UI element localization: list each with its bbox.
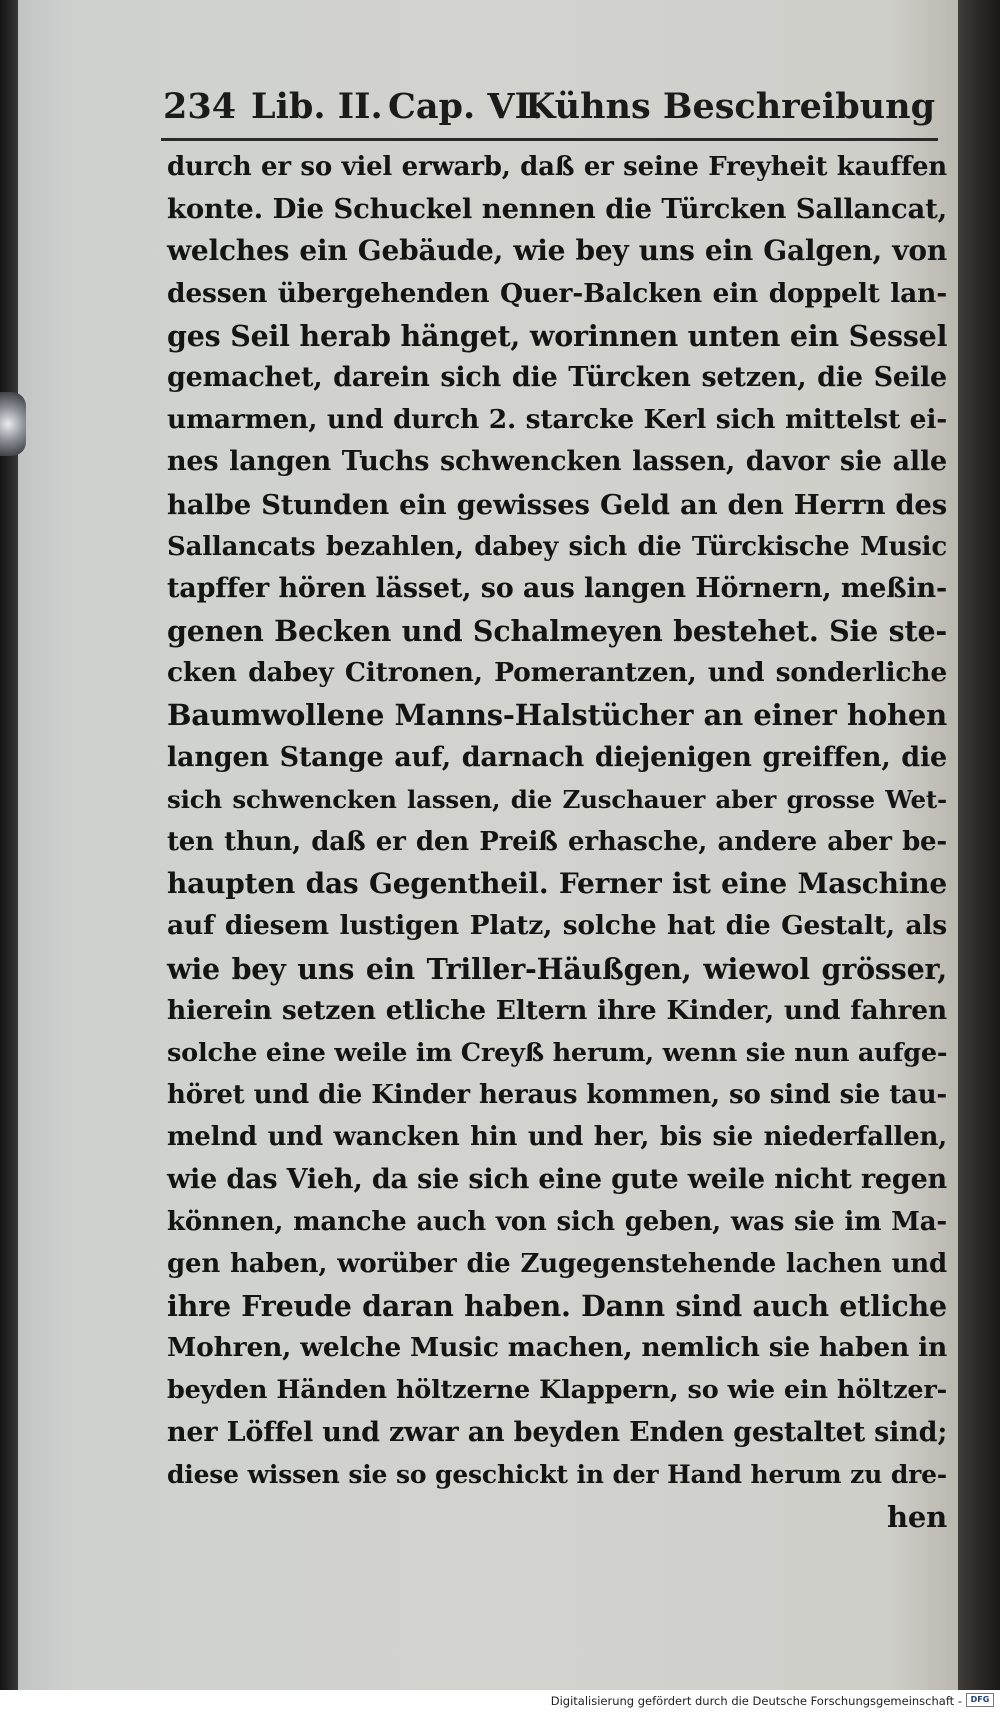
running-title: Kühns Beschreibung (525, 86, 936, 127)
text-line: auf diesem lustigen Platz, solche hat die Gestalt, als (167, 910, 947, 942)
book-number: Lib. II. (251, 86, 383, 127)
text-line: ner Löffel und zwar an beyden Enden gestaltet sind; (167, 1416, 948, 1448)
text-line: umarmen, und durch 2. starcke Kerl sich mittelst ei- (167, 404, 947, 436)
text-line: konte. Die Schuckel nennen die Türcken Sallancat, (167, 193, 947, 226)
text-line: Sallancats bezahlen, dabey sich die Türckische Music (167, 531, 947, 562)
text-line: dessen übergehenden Quer-Balcken ein doppelt lan- (167, 277, 947, 309)
text-line: genen Becken und Schalmeyen bestehet. Sie ste- (167, 614, 947, 649)
dfg-logo: DFG (966, 1693, 994, 1707)
text-line: halbe Stunden ein gewisses Geld an den Herrn des (167, 488, 947, 521)
book-cover-edge-right (958, 0, 1000, 1690)
book-spine-edge-left (0, 0, 20, 1690)
body-text (167, 146, 947, 1538)
text-line: nes langen Tuchs schwencken lassen, davor sie alle (167, 446, 947, 478)
text-line: Baumwollene Manns-Halstücher an einer hohen (167, 698, 947, 733)
catchword: hen (886, 1500, 947, 1534)
metal-clasp (0, 392, 26, 456)
text-line: sich schwencken lassen, die Zuschauer aber grosse Wet- (167, 784, 947, 814)
text-line: Mohren, welche Music machen, nemlich sie haben in (167, 1332, 948, 1364)
text-line: gen haben, worüber die Zugegenstehende lachen und (167, 1248, 947, 1279)
text-line: melnd und wancken hin und her, bis sie niederfallen, (167, 1122, 947, 1153)
text-line: welches ein Gebäude, wie bey uns ein Galgen, von (167, 234, 947, 268)
text-line: tapffer hören lässet, so aus langen Hörnern, meßin- (167, 572, 947, 604)
text-line: ges Seil herab hänget, worinnen unten ein Sessel (167, 318, 948, 353)
text-line: gemachet, darein sich die Türcken setzen, die Seile (167, 361, 947, 393)
text-line: höret und die Kinder heraus kommen, so sind sie tau- (167, 1080, 947, 1111)
text-line: durch er so viel erwarb, daß er seine Freyheit kauffen (167, 152, 947, 182)
text-line: können, manche auch von sich geben, was sie im Ma- (167, 1206, 947, 1237)
running-header (163, 86, 936, 136)
text-line: langen Stange auf, darnach diejenigen greiffen, die (167, 741, 947, 773)
text-line: solche eine weile im Creyß herum, wenn sie nun aufge- (167, 1037, 948, 1068)
text-line: beyden Händen höltzerne Klappern, so wie ein höltzer- (167, 1375, 947, 1406)
text-line: ihre Freude daran haben. Dann sind auch etliche (167, 1289, 947, 1324)
text-line: haupten das Gegentheil. Ferner ist eine Maschine (167, 867, 947, 901)
page-number: 234 (163, 86, 237, 127)
text-line: wie das Vieh, da sie sich eine gute weile nicht regen (167, 1163, 947, 1195)
text-line: ten thun, daß er den Preiß erhasche, andere aber be- (167, 827, 947, 857)
funding-credit: Digitalisierung gefördert durch die Deutsche Forschungsgemeinschaft - (550, 1694, 962, 1708)
header-rule (161, 138, 938, 141)
chapter-number: Cap. VI. (388, 86, 544, 127)
text-line: wie bey uns ein Triller-Häußgen, wiewol grösser, (167, 951, 947, 986)
text-line: diese wissen sie so geschickt in der Hand herum zu dre- (167, 1459, 947, 1489)
text-line: hierein setzen etliche Eltern ihre Kinder, und fahren (167, 994, 947, 1026)
text-line: cken dabey Citronen, Pomerantzen, und sonderliche (167, 657, 947, 689)
